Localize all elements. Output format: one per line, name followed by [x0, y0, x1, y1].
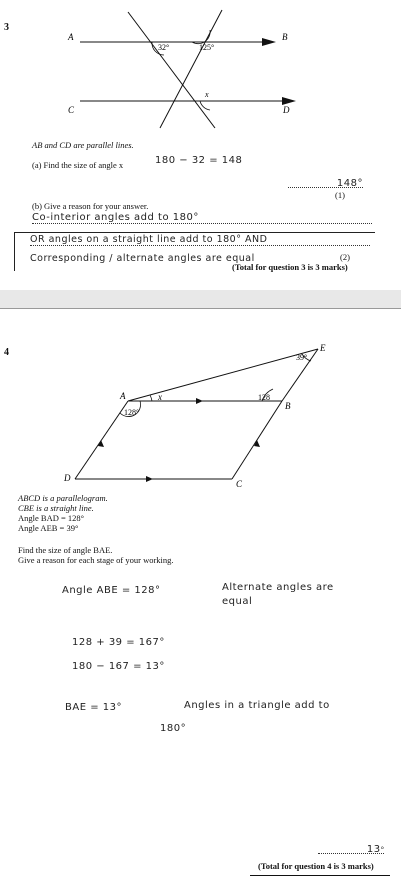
- working-2: 128 + 39 = 167°: [72, 637, 165, 648]
- part-b-question: (b) Give a reason for your answer.: [32, 201, 149, 211]
- reason-1b: equal: [222, 596, 253, 607]
- part-a-question: (a) Find the size of angle x: [32, 160, 124, 170]
- angle-32-label: 32°: [158, 43, 170, 52]
- part-a-answer-line: [288, 173, 363, 188]
- question-4-total: (Total for question 4 is 3 marks): [258, 861, 374, 871]
- handwritten-128: 128: [258, 393, 270, 402]
- reason-4b: 180°: [160, 723, 187, 734]
- reason-4a: Angles in a triangle add to: [184, 700, 330, 711]
- angle-125-label: 125°: [199, 43, 215, 52]
- question-number: 4: [4, 347, 9, 358]
- page-gap: [0, 290, 401, 308]
- reason-1a: Alternate angles are: [222, 582, 334, 593]
- part-a-marks: (1): [335, 190, 345, 200]
- answer-line: [318, 839, 384, 854]
- statement-1: ABCD is a parallelogram.: [18, 493, 108, 503]
- working-3: 180 − 167 = 13°: [72, 661, 165, 672]
- statement-3: Angle BAD = 128°: [18, 513, 85, 523]
- angle-x-label: x: [158, 392, 162, 402]
- degree-sign: °: [357, 178, 363, 189]
- task-1: Find the size of angle BAE.: [18, 545, 113, 555]
- part-a-working: 180 − 32 = 148: [155, 155, 243, 166]
- parallel-lines-diagram: [0, 0, 401, 130]
- label-A: A: [120, 391, 126, 401]
- label-C: C: [68, 105, 75, 115]
- final-answer: 13: [366, 844, 381, 855]
- part-b-marks: (2): [340, 252, 350, 262]
- working-4: BAE = 13°: [65, 702, 122, 713]
- bottom-rule: [250, 875, 390, 876]
- label-A: A: [68, 32, 74, 42]
- parallelogram-diagram: [0, 309, 401, 499]
- label-B: B: [282, 32, 288, 42]
- angle-39-label: 39°: [296, 353, 308, 362]
- parallel-statement: AB and CD are parallel lines.: [32, 140, 134, 150]
- question-3-page: [0, 0, 401, 291]
- part-a-answer: 148: [336, 178, 358, 189]
- working-1: Angle ABE = 128°: [62, 585, 161, 596]
- statement-4: Angle AEB = 39°: [18, 523, 79, 533]
- reason-line-2: OR angles on a straight line add to 180° AND: [30, 234, 370, 246]
- question-number: 3: [4, 22, 9, 33]
- reason-line-1: Co-interior angles add to 180°: [32, 212, 372, 224]
- angle-128-label: 128°: [124, 408, 140, 417]
- label-D: D: [64, 473, 71, 483]
- label-E: E: [320, 343, 326, 353]
- angle-x-label: x: [205, 90, 209, 99]
- statement-2: CBE is a straight line.: [18, 503, 94, 513]
- question-4-page: [0, 308, 401, 882]
- question-3-total: (Total for question 3 is 3 marks): [232, 262, 348, 272]
- degree-sign: °: [380, 844, 384, 854]
- task-2: Give a reason for each stage of your working.: [18, 555, 174, 565]
- reason-line-3: Corresponding / alternate angles are equal: [30, 253, 255, 264]
- label-B: B: [285, 401, 291, 411]
- label-D: D: [283, 105, 290, 115]
- label-C: C: [236, 479, 243, 489]
